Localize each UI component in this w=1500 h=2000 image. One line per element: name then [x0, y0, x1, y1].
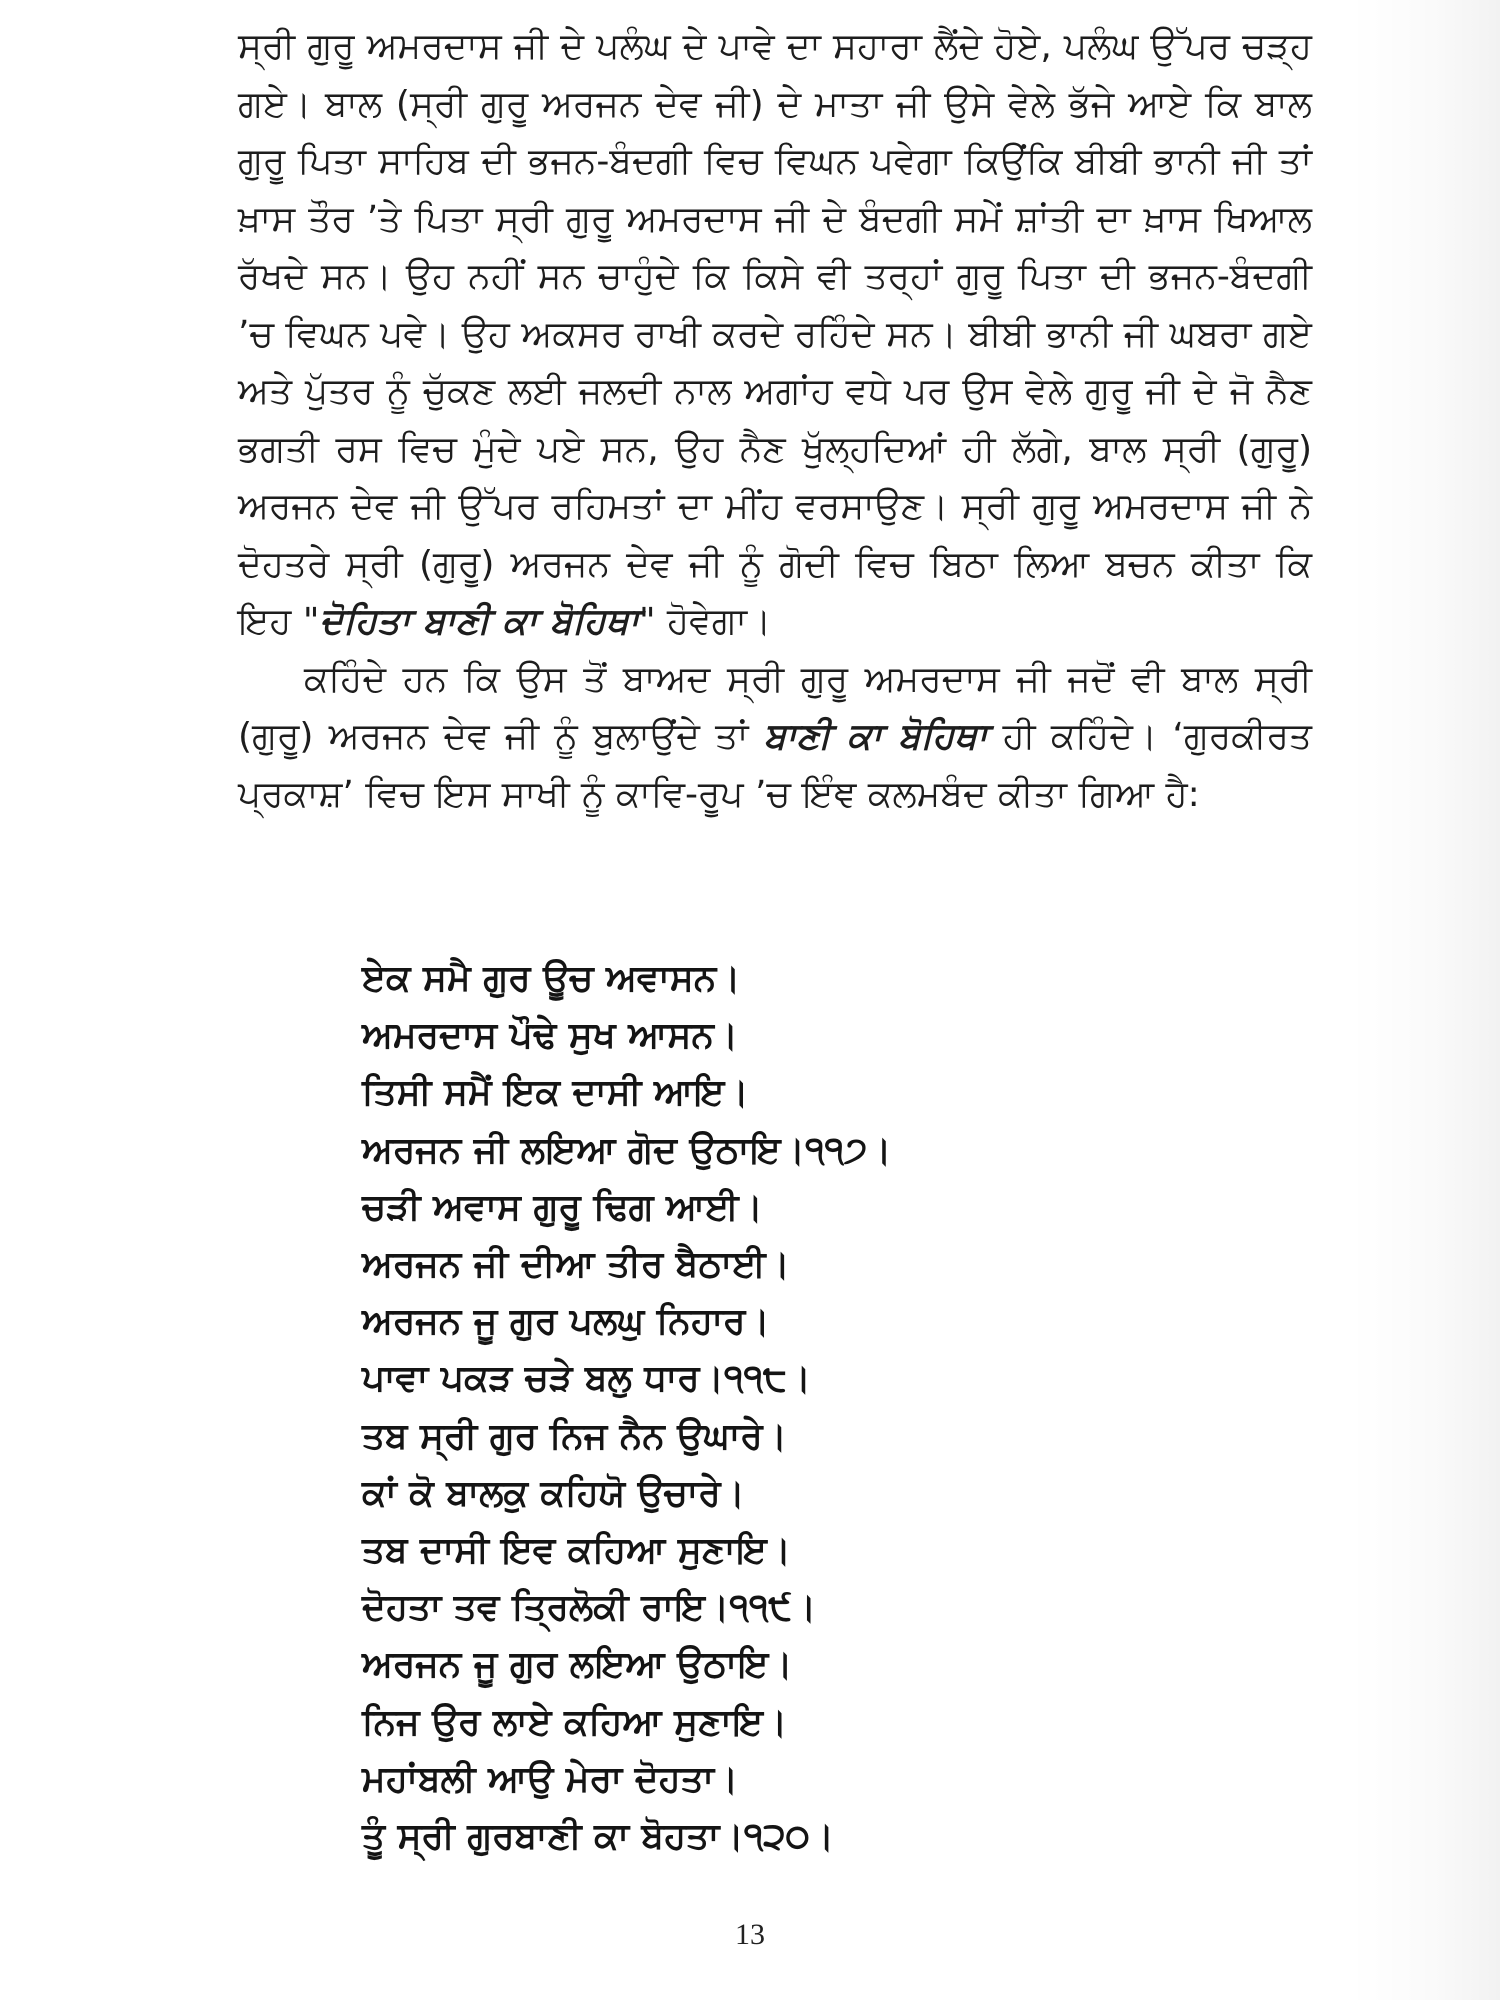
verse-block [362, 950, 892, 1865]
paragraph-1-emphasis: ਦੋਹਿਤਾ ਬਾਣੀ ਕਾ ਬੋਹਿਥਾ [319, 601, 640, 642]
paragraph-2-text-before: ਕਹਿੰਦੇ ਹਨ ਕਿ ਉਸ ਤੋਂ ਬਾਅਦ ਸ੍ਰੀ ਗੁਰੂ ਅਮਰਦਾਸ ਜੀ ਜਦੋਂ ਵੀ ਬਾਲ ਸ੍ਰੀ (ਗੁਰੂ) ਅਰਜਨ ਦੇਵ ਜੀ ਨੂੰ ਬੁਲਾਉਂਦੇ ਤਾਂ [238, 658, 1312, 757]
verse-line: ਤਬ ਸ੍ਰੀ ਗੁਰ ਨਿਜ ਨੈਨ ਉਘਾਰੇ। [362, 1415, 787, 1457]
paragraph-1 [238, 18, 1312, 651]
verse-line: ਮਹਾਂਬਲੀ ਆਉ ਮੇਰਾ ਦੋਹਤਾ। [362, 1758, 739, 1800]
paragraph-1-ending: " ਹੋਵੇਗਾ। [639, 601, 772, 642]
page-number: 13 [735, 1918, 765, 1951]
verse-line: ਤਿਸੀ ਸਮੈਂ ਇਕ ਦਾਸੀ ਆਇ। [362, 1072, 749, 1114]
paragraph-2-emphasis: ਬਾਣੀ ਕਾ ਬੋਹਿਥਾ [763, 716, 988, 757]
verse-line: ਪਾਵਾ ਪਕੜ ਚੜੇ ਬਲੁ ਧਾਰ।੧੧੮। [362, 1358, 812, 1400]
verse-line: ਅਰਜਨ ਜੀ ਦੀਆ ਤੀਰ ਬੈਠਾਈ। [362, 1244, 790, 1286]
verse-line: ਅਰਜਨ ਜੂ ਗੁਰ ਪਲਘੁ ਨਿਹਾਰ। [362, 1301, 770, 1343]
prose-body [238, 18, 1312, 823]
paragraph-2 [238, 651, 1312, 824]
verse-line: ਕਾਂ ਕੋ ਬਾਲਕੁ ਕਹਿਯੋ ਉਚਾਰੇ। [362, 1472, 745, 1514]
verse-line: ਚੜੀ ਅਵਾਸ ਗੁਰੂ ਢਿਗ ਆਈ। [362, 1186, 763, 1228]
verse-line: ਅਮਰਦਾਸ ਪੌਢੇ ਸੁਖ ਆਸਨ। [362, 1015, 739, 1057]
verse-line: ਏਕ ਸਮੈ ਗੁਰ ਊਚ ਅਵਾਸਨ। [362, 958, 741, 999]
verse-line: ਅਰਜਨ ਜੂ ਗੁਰ ਲਇਆ ਉਠਾਇ। [362, 1644, 793, 1686]
verse-line: ਨਿਜ ਉਰ ਲਾਏ ਕਹਿਆ ਸੁਣਾਇ। [362, 1701, 788, 1743]
verse-line: ਦੋਹਤਾ ਤਵ ਤ੍ਰਿਲੋਕੀ ਰਾਇ।੧੧੯। [362, 1587, 817, 1629]
page-spine-shadow [1350, 0, 1500, 2000]
paragraph-2-text-after: ਹੀ ਕਹਿੰਦੇ। ‘ਗੁਰਕੀਰਤ ਪ੍ਰਕਾਸ਼’ ਵਿਚ ਇਸ ਸਾਖੀ ਨੂੰ ਕਾਵਿ-ਰੂਪ ’ਚ ਇੰਞ ਕਲਮਬੰਦ ਕੀਤਾ ਗਿਆ ਹੈ: [238, 716, 1312, 815]
paragraph-1-text: ਸ੍ਰੀ ਗੁਰੂ ਅਮਰਦਾਸ ਜੀ ਦੇ ਪਲੰਘ ਦੇ ਪਾਵੇ ਦਾ ਸਹਾਰਾ ਲੈਂਦੇ ਹੋਏ, ਪਲੰਘ ਉੱਪਰ ਚੜ੍ਹ ਗਏ। ਬਾਲ (ਸ੍ਰੀ ਗੁਰੂ ਅਰਜਨ ਦੇਵ ਜੀ) ਦੇ ਮਾਤਾ ਜੀ ਉਸੇ ਵੇਲੇ ਭੱਜੇ ਆਏ ਕਿ ਬਾਲ ਗੁਰੂ ਪਿਤਾ ਸਾਹਿਬ ਦੀ ਭਜਨ-ਬੰਦਗੀ ਵਿਚ ਵਿਘਨ ਪਵੇਗਾ ਕਿਉਂਕਿ ਬੀਬੀ ਭਾਨੀ ਜੀ ਤਾਂ ਖ਼ਾਸ ਤੌਰ ’ਤੇ ਪਿਤਾ ਸ੍ਰੀ ਗੁਰੂ ਅਮਰਦਾਸ ਜੀ ਦੇ ਬੰਦਗੀ ਸਮੇਂ ਸ਼ਾਂਤੀ ਦਾ ਖ਼ਾਸ ਖਿਆਲ ਰੱਖਦੇ ਸਨ। ਉਹ ਨਹੀਂ ਸਨ ਚਾਹੁੰਦੇ ਕਿ ਕਿਸੇ ਵੀ ਤਰ੍ਹਾਂ ਗੁਰੂ ਪਿਤਾ ਦੀ ਭਜਨ-ਬੰਦਗੀ ’ਚ ਵਿਘਨ ਪਵੇ। ਉਹ ਅਕਸਰ ਰਾਖੀ ਕਰਦੇ ਰਹਿੰਦੇ ਸਨ। ਬੀਬੀ ਭਾਨੀ ਜੀ ਘਬਰਾ ਗਏ ਅਤੇ ਪੁੱਤਰ ਨੂੰ ਚੁੱਕਣ ਲਈ ਜਲਦੀ ਨਾਲ ਅਗਾਂਹ ਵਧੇ ਪਰ ਉਸ ਵੇਲੇ ਗੁਰੂ ਜੀ ਦੇ ਜੋ ਨੈਣ ਭਗਤੀ ਰਸ ਵਿਚ ਮੁੰਦੇ ਪਏ ਸਨ, ਉਹ ਨੈਣ ਖੁੱਲ੍ਹਦਿਆਂ ਹੀ ਲੱਗੇ, ਬਾਲ ਸ੍ਰੀ (ਗੁਰੂ) ਅਰਜਨ ਦੇਵ ਜੀ ਉੱਪਰ ਰਹਿਮਤਾਂ ਦਾ ਮੀਂਹ ਵਰਸਾਉਣ। ਸ੍ਰੀ ਗੁਰੂ ਅਮਰਦਾਸ ਜੀ ਨੇ ਦੋਹਤਰੇ ਸ੍ਰੀ (ਗੁਰੂ) ਅਰਜਨ ਦੇਵ ਜੀ ਨੂੰ ਗੋਦੀ ਵਿਚ ਬਿਠਾ ਲਿਆ ਬਚਨ ਕੀਤਾ ਕਿ ਇਹ " [238, 26, 1312, 642]
verse-line: ਤੂੰ ਸ੍ਰੀ ਗੁਰਬਾਣੀ ਕਾ ਬੋਹਤਾ।੧੨੦। [362, 1816, 835, 1858]
verse-line: ਅਰਜਨ ਜੀ ਲਇਆ ਗੋਦ ਉਠਾਇ।੧੧੭। [362, 1129, 892, 1171]
verse-line: ਤਬ ਦਾਸੀ ਇਵ ਕਹਿਆ ਸੁਣਾਇ। [362, 1530, 792, 1572]
